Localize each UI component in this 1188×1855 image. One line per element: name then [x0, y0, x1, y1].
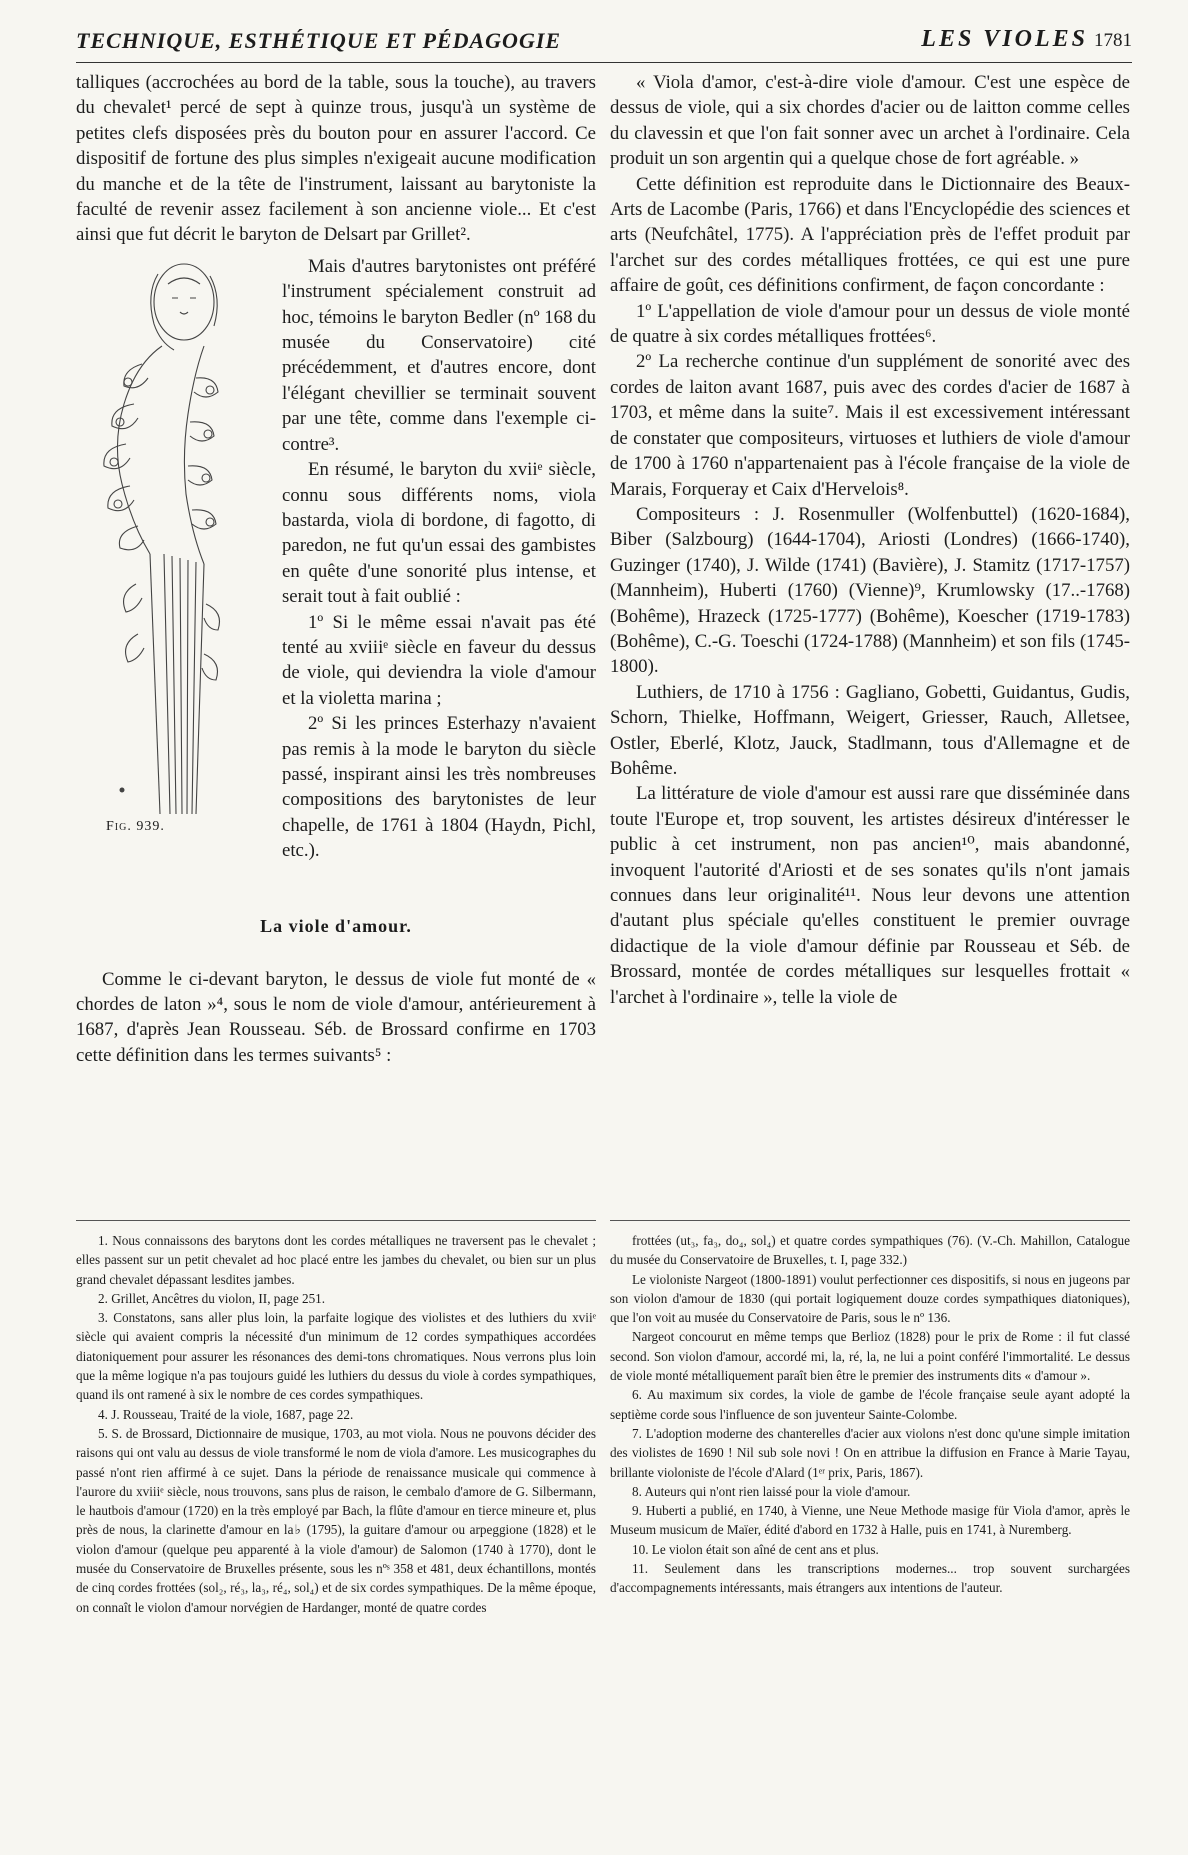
paragraph: En résumé, le baryton du xviiᵉ siècle, connu sous différents noms, viola bastarda, viola di bordone, di fagotto, di paredon, ne fut qu'un essai des gambistes en quête d'une sonorité plus intense, et serait tout à fait oublié : — [282, 459, 596, 608]
footnote: 9. Huberti a publié, en 1740, à Vienne, une Neue Methode masige für Viola d'amor, après le Museum musicum de Maïer, édité d'abord en 1732 à Halle, puis en 1741, à Nuremberg. — [610, 1503, 1130, 1538]
paragraph: talliques (accrochées au bord de la table, sous la touche), au travers du chevalet¹ percé de sept à quinze trous, jusqu'à un système de petites clefs disposées près du bouton pour en assurer l'accord. Ce dispositif de fortune des plus simples n'exigeait aucune modification du manche et de la tête de l'instrument, laissant au barytoniste la faculté de revenir assez facilement à son ancienne viole... Et c'est ainsi que fut décrit le baryton de Delsart par Grillet². — [76, 72, 596, 246]
paragraph: 2º La recherche continue d'un supplément de sonorité avec des cordes de laiton avant 1687, puis avec des cordes d'acier de 1687 à 1703, et même dans la suite⁷. Mais il est excessivement intéressant de constater que compositeurs, virtuoses et luthiers de viole d'amour de 1700 à 1760 n'appartenaient pas à l'école française de la viole de Marais, Forqueray et Caix d'Hervelois⁸. — [610, 351, 1130, 500]
footnotes-right — [610, 1220, 1130, 1598]
footnote: Nargeot concourut en même temps que Berlioz (1828) pour le prix de Rome : il fut classé second. Son violon d'amour, accordé mi, la, ré, la, ne lui a point conféré l'immortalité. Le dessus de viole monté métalliquement paraît bien être le premier des instruments dits « d'amour ». — [610, 1329, 1130, 1384]
footnote: 10. Le violon était son aîné de cent ans et plus. — [632, 1541, 879, 1557]
left-column — [76, 70, 596, 1068]
paragraph: 2º Si les princes Esterhazy n'avaient pas remis à la mode le baryton du siècle passé, inspirant ainsi les très nombreuses compositions des barytonistes de leur chapelle, de 1761 à 1804 (Haydn, Pichl, etc.). — [282, 713, 596, 862]
header-section-title: TECHNIQUE, ESTHÉTIQUE ET PÉDAGOGIE — [76, 28, 562, 53]
baryton-figure-block — [76, 254, 596, 864]
header-chapter-title: LES VIOLES — [921, 26, 1088, 52]
paragraph: Cette définition est reproduite dans le Dictionnaire des Beaux-Arts de Lacombe (Paris, 1766) et dans l'Encyclopédie des sciences et arts (Neufchâtel, 1775). A l'appréciation près de l'effet produit par l'archet sur des cordes métalliques frottées, ce qui est une pure affaire de goût, ces définitions confirment, de façon concordante : — [610, 173, 1130, 297]
paragraph: Luthiers, de 1710 à 1756 : Gagliano, Gobetti, Guidantus, Gudis, Schorn, Thielke, Hoffmann, Weigert, Griesser, Rauch, Alletsee, Ostler, Eberlé, Klotz, Jauck, Stadlmann, tous d'Allemagne et de Bohême. — [610, 681, 1130, 779]
footnote-rule — [76, 1220, 596, 1221]
footnote: 11. Seulement dans les transcriptions modernes... trop souvent surchargées d'accompagnements intéressants, mais étrangers aux intentions de l'auteur. — [610, 1561, 1130, 1596]
paragraph: 1º L'appellation de viole d'amour pour un dessus de viole monté de quatre à six cordes métalliques frottées⁶. — [610, 300, 1130, 348]
footnote: 4. J. Rousseau, Traité de la viole, 1687, page 22. — [98, 1406, 354, 1422]
footnote: 2. Grillet, Ancêtres du violon, II, page 251. — [98, 1290, 326, 1306]
header-rule — [76, 62, 1132, 63]
paragraph: Comme le ci-devant baryton, le dessus de viole fut monté de « chordes de laton »⁴, sous le nom de viole d'amour, antérieurement à 1687, d'après Jean Rousseau. Séb. de Brossard confirme en 1703 cette définition dans les termes suivants⁵ : — [76, 968, 596, 1066]
figure-caption: Fig. 939. — [106, 818, 165, 834]
paragraph: La littérature de viole d'amour est aussi rare que disséminée dans toute l'Europe et, trop souvent, les artistes désireux d'intéresser le public à cet instrument, non pas ancien¹⁰, mais abandonné, invoquent l'autorité d'Ariosti et de ses sonates qu'ils n'ont jamais connues dans leur originalité¹¹. Nous leur devons une attention d'autant plus spéciale qu'elles constituent le premier ouvrage didactique de la viole d'amour définie par Rousseau et Séb. de Brossard, montée de cordes métalliques sur lesquelles frottait « l'archet à l'ordinaire », telle la viole de — [610, 783, 1130, 1008]
paragraph: Compositeurs : J. Rosenmuller (Wolfenbuttel) (1620-1684), Biber (Salzbourg) (1644-1704), Ariosti (Londres) (1666-1740), Guzinger (1740), J. Wilde (1741) (Bavière), J. Stamitz (1717-1757) (Mannheim), Huberti (1760) (Vienne)⁹, Krumlowsky (17..-1768) (Bohême), Hrazeck (1725-1777) (Bohême), Koescher (1719-1783) (Bohême), C.-G. Toeschi (1724-1788) (Mannheim) et son fils (1745-1800). — [610, 503, 1130, 678]
footnote: 8. Auteurs qui n'ont rien laissé pour la viole d'amour. — [632, 1483, 911, 1499]
footnote: 6. Au maximum six cordes, la viole de gambe de l'école française seule ayant adopté la septième corde sous l'influence de son juventeur Sainte-Colombe. — [610, 1387, 1130, 1422]
baryton-scroll-illustration — [76, 254, 274, 839]
footnote: frottées (ut₃, fa₃, do₄, sol₄) et quatre cordes sympathiques (76). (V.-Ch. Mahillon, Catalogue du musée du Conservatoire de Bruxelles, t. I, page 332.) — [610, 1233, 1130, 1268]
paragraph: « Viola d'amor, c'est-à-dire viole d'amour. C'est une espèce de dessus de viole, qui a six chordes d'acier ou de laitton comme celles du clavessin et que l'on fait sonner avec un archet à l'ordinaire. Cela produit un son argentin qui a quelque chose de fort agréable. » — [610, 72, 1130, 170]
running-header — [76, 22, 1132, 62]
footnotes-left — [76, 1220, 596, 1617]
right-column — [610, 70, 1130, 1596]
footnote-rule — [610, 1220, 1130, 1221]
section-heading: La viole d'amour. — [260, 915, 412, 936]
page-number: 1781 — [1094, 30, 1132, 51]
footnote: Le violoniste Nargeot (1800-1891) voulut perfectionner ces dispositifs, si nous en jugeons par son violon d'amour de 1830 (qui portait logiquement douze cordes sympathiques diatoniques), que l'on voit au musée du Conservatoire de Paris, sous le nº 136. — [610, 1271, 1130, 1326]
footnote: 1. Nous connaissons des barytons dont les cordes métalliques ne traversent pas le chevalet ; elles passent sur un petit chevalet ad hoc placé entre les jambes du chevalet, ou bien sur un plus grand chevalet dépassant lesdites jambes. — [76, 1233, 596, 1287]
footnote: 7. L'adoption moderne des chanterelles d'acier aux violons n'est donc qu'une simple imitation des violistes de 1690 ! Nil sub sole novi ! On en attribue la diffusion en France à Marie Tayau, brillante violoniste de l'école d'Alard (1ᵉʳ prix, Paris, 1867). — [610, 1425, 1130, 1480]
footnote: 5. S. de Brossard, Dictionnaire de musique, 1703, au mot viola. Nous ne pouvons décider des raisons qui ont valu au dessus de viole transformé le nom de viola d'amore. Les musicographes du passé n'ont rien affirmé à ce sujet. Dans la période de renaissance musicale qui commence à l'aurore du xviiiᵉ siècle, nous trouvons, sans plus de raison, le cembalo d'amore de G. Silbermann, le hautbois d'amour (1720) en la très employé par Bach, la flûte d'amour en tierce mineure et, plus près de nous, la clarinette d'amour en la♭ (1795), la guitare d'amour ou arpeggione (1828) et le violon d'amour (quelque peu apparenté à la viole d'amour) de Salomon (1740 à 1770), dont le musée du Conservatoire de Bruxelles présente, sous les nºˢ 358 et 481, deux échantillons, montés de cinq cordes frottées (sol₂, ré₃, la₃, ré₄, sol₄) et de six cordes sympathiques. De la même époque, on connaît le violon d'amour norvégien de Hardanger, monté de quatre cordes — [76, 1425, 596, 1615]
book-page — [76, 22, 1132, 1834]
figure-939 — [76, 254, 274, 839]
paragraph: Mais d'autres barytonistes ont préféré l'instrument spécialement construit ad hoc, témoins le baryton Bedler (nº 168 du musée du Conservatoire) cité précédemment, et d'autres encore, dont l'élégant chevillier se terminait souvent par une tête, comme dans l'exemple ci-contre³. — [282, 255, 596, 455]
footnote: 3. Constatons, sans aller plus loin, la parfaite logique des violistes et des luthiers du xviiᵉ siècle qui avaient compris la nécessité d'un minimum de 12 cordes sympathiques accordées diatoniquement pour assurer les résonances des demi-tons chromatiques. Nous verrons plus loin que la même logique n'a pas toujours guidé les luthiers du dessus du viole à cordes sympathiques, quand ils ont ramené à six le nombre de ces cordes sympathiques. — [76, 1310, 596, 1403]
paragraph: 1º Si le même essai n'avait pas été tenté au xviiiᵉ siècle en faveur du dessus de viole, qui deviendra la viole d'amour et la violetta marina ; — [282, 611, 596, 709]
